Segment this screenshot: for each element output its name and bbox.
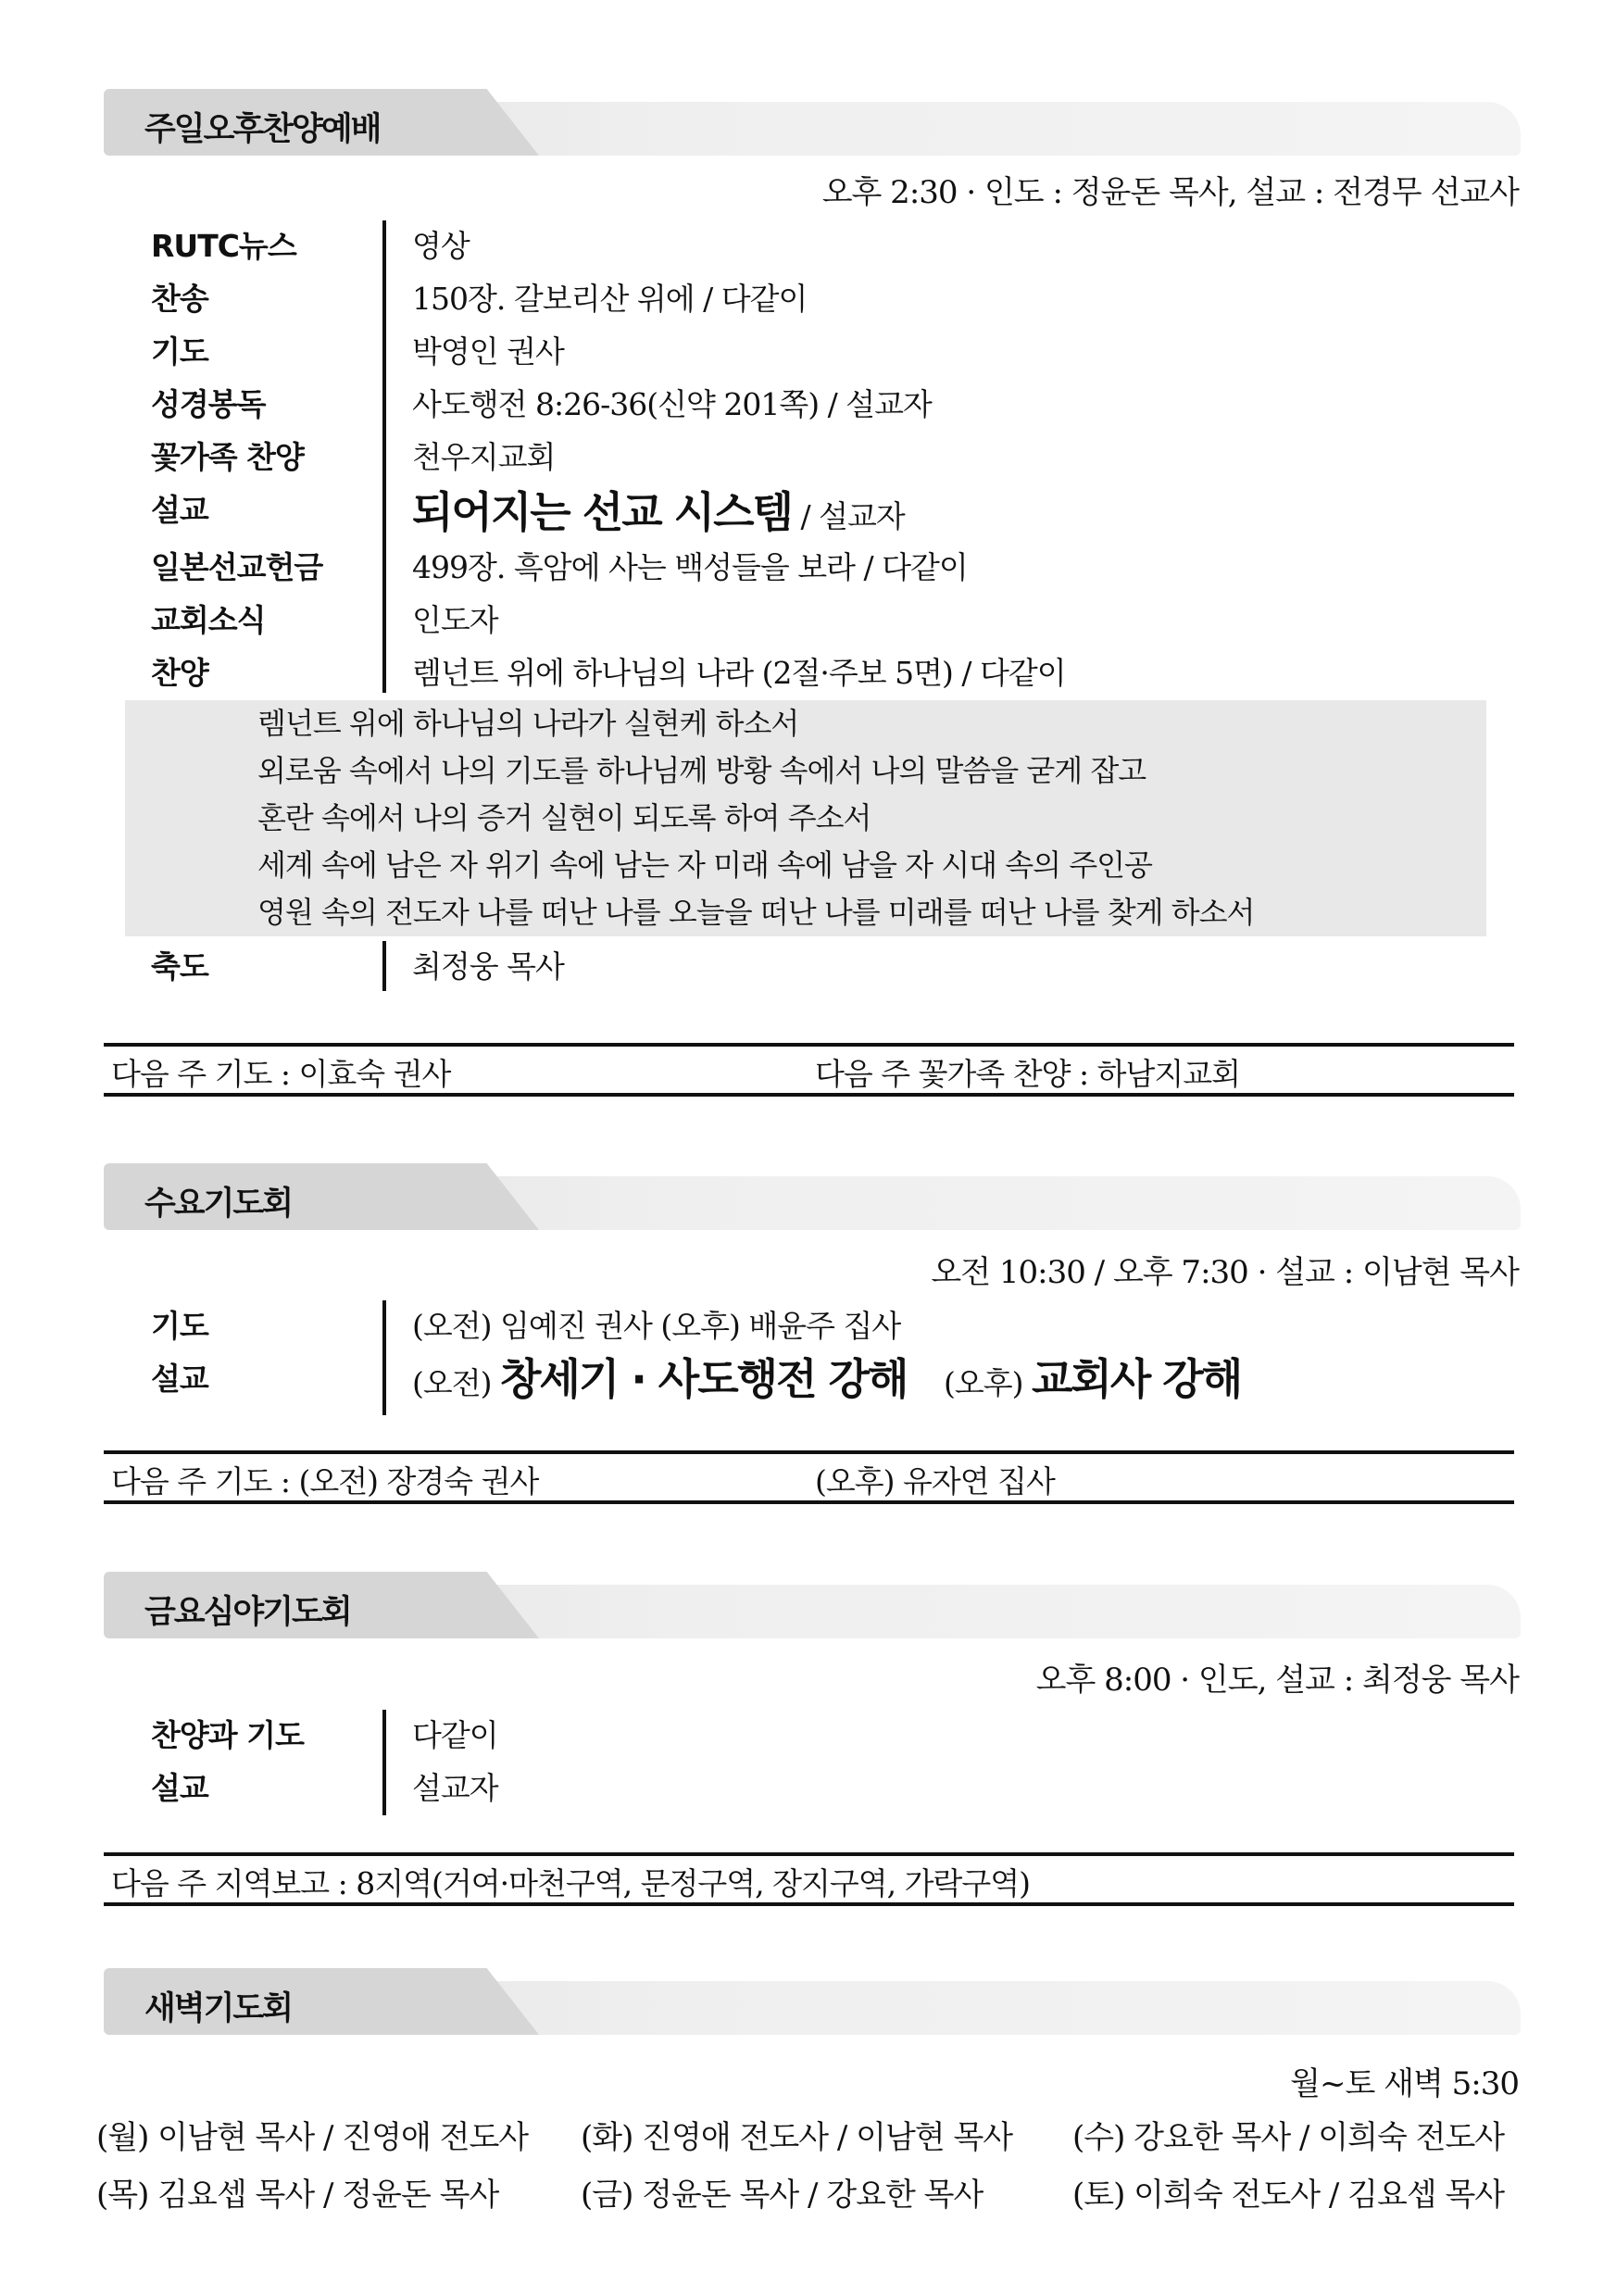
divider-line [382,1300,386,1415]
service-meta: 오전 10:30 / 오후 7:30 · 설교 : 이남현 목사 [931,1254,1519,1291]
sermon-title-text: 되어지는 선교 시스템 [412,487,792,537]
order-label: 찬양과 기도 [151,1717,304,1753]
lyrics-box [125,700,1486,936]
next-week-prayer-pm: (오후) 유자연 집사 [815,1463,1055,1499]
divider-line [382,1710,386,1815]
order-value: 영상 [412,228,470,264]
dawn-schedule-item: (화) 진영애 전도사 / 이남현 목사 [581,2119,1013,2156]
section-title: 수요기도회 [144,1186,293,1223]
dawn-schedule-item: (월) 이남현 목사 / 진영애 전도사 [96,2119,529,2156]
order-value: 렘넌트 위에 하나님의 나라 (2절·주보 5면) / 다같이 [412,655,1066,691]
sermon-title [412,479,905,540]
order-value: 천우지교회 [412,439,556,475]
service-meta: 오후 8:00 · 인도, 설교 : 최정웅 목사 [1035,1662,1519,1699]
order-label: 찬양 [151,655,208,691]
next-week-box [104,1043,1514,1097]
order-label: 설교 [151,492,208,528]
sermon-preacher: / 설교자 [791,498,905,534]
section-title: 금요심야기도회 [144,1594,351,1631]
order-value: 사도행전 8:26-36(신약 201쪽) / 설교자 [412,386,932,422]
order-label: RUTC뉴스 [151,228,296,264]
next-week-prayer: 다음 주 기도 : 이효숙 권사 [111,1056,451,1092]
order-label: 설교 [151,1770,208,1806]
lyric-line: 영원 속의 전도자 나를 떠난 나를 오늘을 떠난 나를 미래를 떠난 나를 찾게 하소서 [257,895,1255,930]
order-value: 박영인 권사 [412,333,564,370]
lyric-line: 세계 속에 남은 자 위기 속에 남는 자 미래 속에 남을 자 시대 속의 주인공 [257,847,1152,883]
next-week-prayer: 다음 주 기도 : (오전) 장경숙 권사 [111,1463,539,1499]
order-label: 찬송 [151,281,208,317]
sermon-am: 창세기 · 사도행전 강해 [500,1354,908,1404]
next-week-choir: 다음 주 꽃가족 찬양 : 하남지교회 [815,1056,1240,1092]
sermon-titles [412,1346,1241,1407]
order-label: 꽃가족 찬양 [151,439,304,475]
lyric-line: 혼란 속에서 나의 증거 실현이 되도록 하여 주소서 [257,800,871,835]
order-label: 기도 [151,1308,208,1344]
sermon-pm: 교회사 강해 [1031,1354,1242,1404]
next-week-report: 다음 주 지역보고 : 8지역(거여·마천구역, 문정구역, 장지구역, 가락구역) [111,1865,1030,1901]
pm-tag: (오후) [943,1365,1032,1401]
order-value: 인도자 [412,602,498,638]
section-header-sunday [104,89,1521,161]
order-label: 기도 [151,333,208,370]
section-header-wednesday [104,1163,1521,1236]
order-value: 최정웅 목사 [412,948,564,985]
section-title: 주일오후찬양예배 [144,111,381,148]
order-label: 성경봉독 [151,386,266,422]
dawn-schedule-item: (금) 정윤돈 목사 / 강요한 목사 [581,2177,983,2214]
order-value: (오전) 임예진 권사 (오후) 배윤주 집사 [412,1308,901,1344]
divider-line [382,941,386,991]
am-tag: (오전) [412,1365,500,1401]
lyric-line: 렘넌트 위에 하나님의 나라가 실현케 하소서 [257,706,799,741]
order-label: 설교 [151,1361,208,1397]
next-week-box [104,1450,1514,1504]
order-label: 일본선교헌금 [151,549,323,585]
order-value: 다같이 [412,1717,498,1753]
dawn-schedule-item: (토) 이희숙 전도사 / 김요셉 목사 [1072,2177,1505,2214]
section-header-dawn [104,1968,1521,2040]
service-meta: 월~토 새벽 5:30 [1290,2065,1519,2102]
lyric-line: 외로움 속에서 나의 기도를 하나님께 방황 속에서 나의 말씀을 굳게 잡고 [257,753,1146,788]
section-title: 새벽기도회 [144,1990,293,2027]
next-week-box [104,1852,1514,1906]
dawn-schedule-item: (목) 김요셉 목사 / 정윤돈 목사 [96,2177,499,2214]
service-meta: 오후 2:30 · 인도 : 정윤돈 목사, 설교 : 전경무 선교사 [821,174,1519,211]
order-value: 499장. 흑암에 사는 백성들을 보라 / 다같이 [412,549,968,585]
order-value: 설교자 [412,1770,498,1806]
divider-line [382,220,386,693]
order-value: 150장. 갈보리산 위에 / 다같이 [412,281,808,317]
dawn-schedule-item: (수) 강요한 목사 / 이희숙 전도사 [1072,2119,1505,2156]
section-header-friday [104,1572,1521,1644]
order-label: 교회소식 [151,602,266,638]
order-label: 축도 [151,948,208,985]
